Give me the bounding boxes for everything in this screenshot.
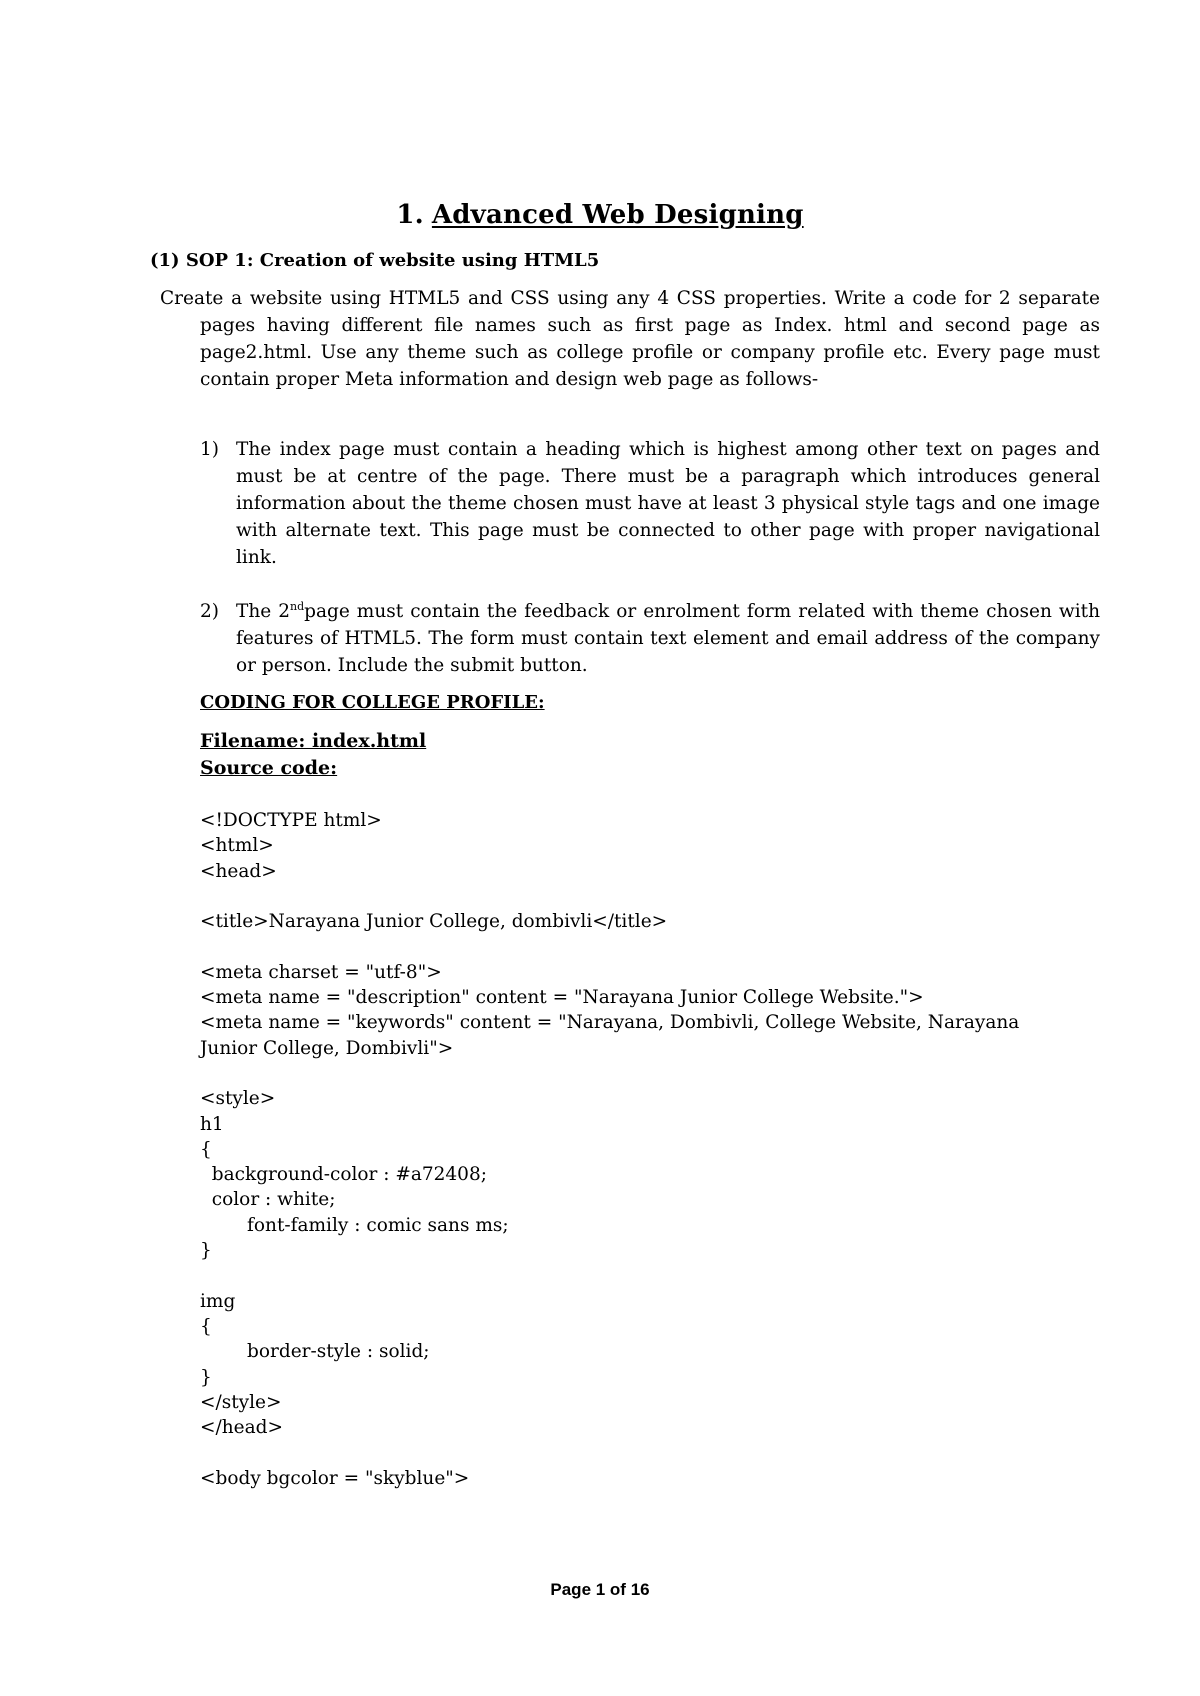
source-code-heading: Source code: — [200, 757, 338, 779]
code-line: <meta name = "description" content = "Narayana Junior College Website."> — [200, 987, 924, 1009]
list-marker: 2) — [200, 601, 219, 622]
code-line: <!DOCTYPE html> — [200, 810, 382, 831]
list-item-text: The index page must contain a heading which is highest among other text on pages and must be at centre of the page. There must be a paragraph which introduces general information about the theme chosen must have at least 3 physical style tags and one image with alternate text. This page must be connected to other page with proper navigational link. — [236, 439, 1100, 568]
code-line — [200, 884, 1100, 909]
code-line: } — [200, 1240, 212, 1262]
title-text: Advanced Web Designing — [431, 200, 804, 230]
code-line: <html> — [200, 835, 274, 857]
code-line: <head> — [200, 860, 277, 882]
code-line: color : white; — [200, 1189, 336, 1211]
list-item-text-start: The 2 — [236, 601, 290, 622]
list-marker: 1) — [200, 439, 219, 460]
code-line: <body bgcolor = "skyblue"> — [200, 1467, 470, 1489]
code-line: <meta charset = "utf-8"> — [200, 961, 442, 983]
code-line: <meta name = "keywords" content = "Narayana, Dombivli, College Website, Narayana — [200, 1012, 1020, 1034]
filename-heading: Filename: index.html — [200, 730, 427, 752]
code-line: <style> — [200, 1088, 276, 1110]
code-line: { — [200, 1138, 212, 1160]
code-line: <title>Narayana Junior College, dombivli</title> — [200, 911, 668, 933]
code-line: { — [200, 1315, 212, 1337]
coding-heading: CODING FOR COLLEGE PROFILE: — [200, 692, 545, 713]
code-line — [200, 1061, 1100, 1086]
code-line: background-color : #a72408; — [200, 1164, 487, 1186]
document-title — [0, 200, 1200, 230]
list-item — [200, 598, 1100, 679]
superscript: nd — [289, 599, 305, 613]
code-line: } — [200, 1366, 212, 1388]
code-line: h1 — [200, 1113, 224, 1135]
list-item-text-end: page must contain the feedback or enrolment form related with theme chosen with features of HTML5. The form must contain text element and email address of the company or person. Include the submit button. — [236, 601, 1100, 676]
page-footer: Page 1 of 16 — [550, 1580, 650, 1599]
code-line: img — [200, 1290, 236, 1312]
code-line: Junior College, Dombivli"> — [200, 1037, 454, 1059]
sop-heading: (1) SOP 1: Creation of website using HTML5 — [150, 250, 600, 271]
title-number: 1. — [396, 200, 424, 230]
code-line — [200, 1263, 1100, 1288]
code-line — [200, 1440, 1100, 1465]
code-line: </style> — [200, 1391, 282, 1413]
code-line: font-family : comic sans ms; — [200, 1214, 509, 1236]
intro-paragraph: Create a website using HTML5 and CSS using any 4 CSS properties. Write a code for 2 separate pages having different file names such as first page as Index. html and second page as page2.html. Use any theme such as college profile or company profile etc. Every page must contain proper Meta information and design web page as follows- — [160, 288, 1100, 390]
code-line: border-style : solid; — [200, 1341, 430, 1363]
code-line: </head> — [200, 1417, 283, 1439]
list-item — [200, 436, 1100, 571]
code-block — [200, 808, 1100, 1491]
code-line — [200, 934, 1100, 959]
